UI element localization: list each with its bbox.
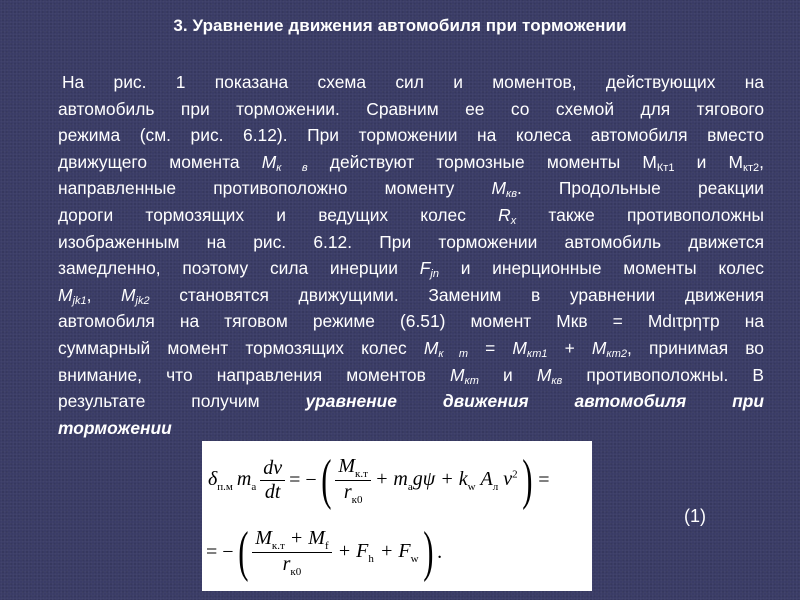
body-paragraph [58, 69, 764, 441]
text-line: направленные противоположно моменту $М_{кв}$. Продольные реакции [58, 178, 764, 201]
text-line: суммарный момент тормозящих колес $М_{к т} = М_{кт1} + М_{кт2}$, принимая во [58, 337, 764, 360]
equation-image [202, 441, 592, 591]
text-line: автомобиль при торможении. Сравним ее со схемой для тягового [58, 98, 764, 119]
text-line: автомобиля на тяговом режиме (6.51) момент Мкв = Мdιτрηтр на [58, 311, 764, 332]
text-line: внимание, что направления моментов $М_{кт}$ и $М_{кв}$ противоположны. В [58, 364, 764, 387]
text-line: дороги тормозящих и ведущих колес $R_x$ также противоположны [58, 204, 764, 227]
text-line: На рис. 1 показана схема сил и моментов, действующих на [62, 72, 764, 92]
emphasized-text: уравнение движения автомобиля при [305, 391, 764, 412]
equation-row-1: $\delta_{п.м}$ $m_a$ $\frac{dv}{dt}$ = − ( $\frac{M_{к.т}}{r_{к0}}$ + $m_ag\psi + k_w$ $A_л$ $v^2$ ) = [208, 449, 550, 511]
equation-number: (1) [684, 506, 706, 526]
text-line: движущего момента $M_{к в}$ действуют тормозные моменты $М_{Кт1}$ и $М_{кт2}$, [58, 151, 764, 174]
text-line: результате получим уравнение движения автомобиля при [58, 391, 764, 412]
text-line: замедленно, поэтому сила инерции $F_{jn}$ и инерционные моменты колес [58, 258, 764, 281]
text-line [58, 415, 764, 442]
equation-row-2: = − ( $\frac{M_{к.т} + M_f}{r_{к0}}$ + $F_h$ + $F_w$ ) . [206, 521, 443, 583]
text-line: $M_{jk1}$, $M_{jk2}$ становятся движущими. Заменим в уравнении движения [58, 284, 764, 307]
emphasized-text: торможении [58, 417, 172, 438]
text-line: режима (см. рис. 6.12). При торможении на колеса автомобиля вместо [58, 125, 764, 146]
slide-title: 3. Уравнение движения автомобиля при торможении [173, 16, 627, 35]
text-line: изображенным на рис. 6.12. При торможении автомобиль движется [58, 231, 764, 252]
